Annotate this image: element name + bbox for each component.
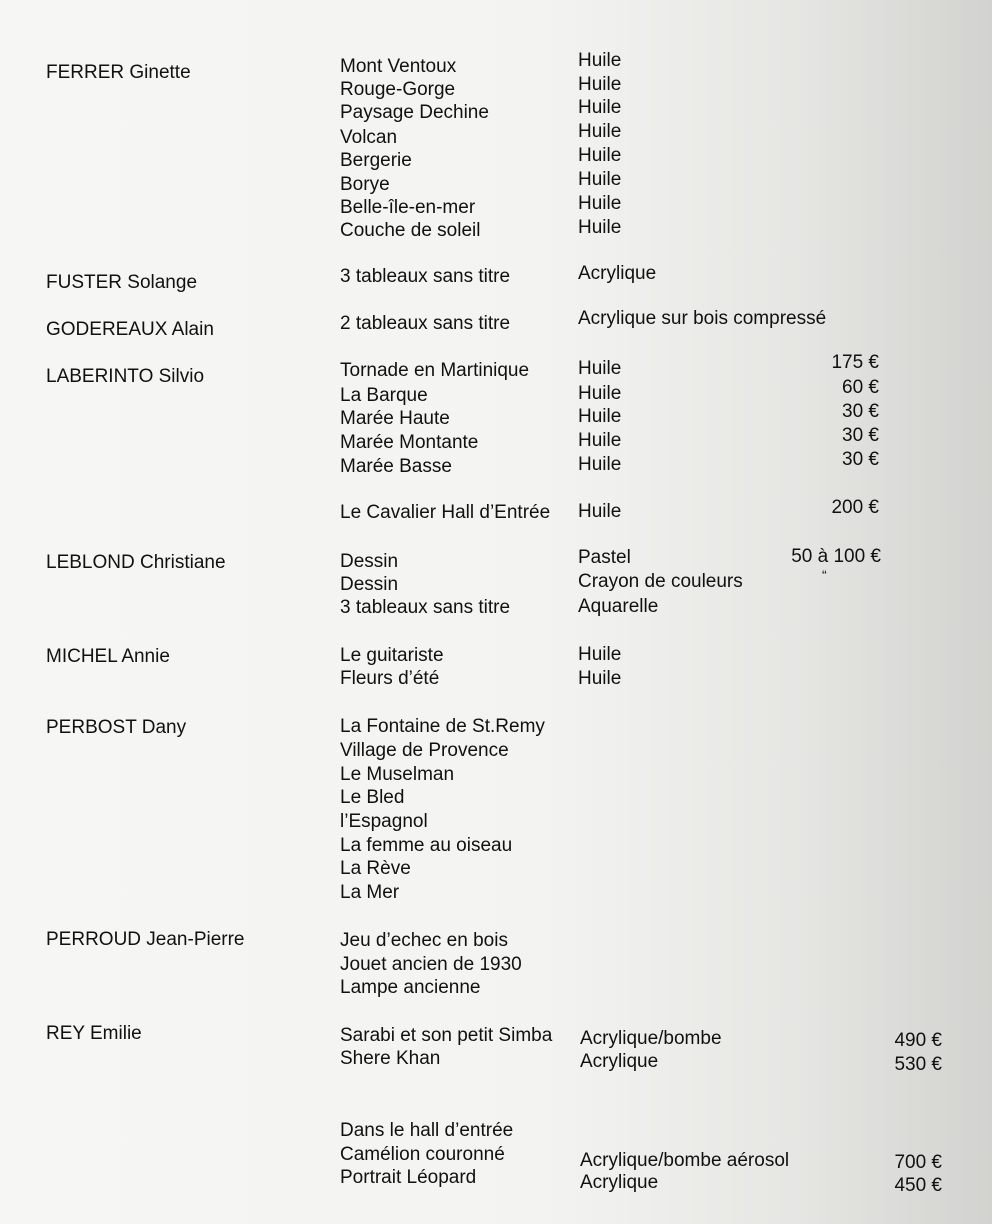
work-price: 30 € [842, 425, 879, 446]
work-title: Le guitariste [340, 645, 444, 666]
work-price: 30 € [842, 449, 879, 470]
work-price: 450 € [894, 1175, 942, 1196]
work-title: Marée Haute [340, 408, 450, 429]
work-medium: Huile [578, 74, 622, 95]
work-medium: Acrylique [578, 263, 657, 284]
artist-name: PERBOST Dany [46, 717, 187, 738]
work-medium: Huile [578, 121, 622, 142]
work-medium: Huile [578, 454, 622, 475]
work-title: Camélion couronné [340, 1144, 505, 1165]
work-medium: Huile [578, 430, 622, 451]
work-medium: Pastel [578, 547, 631, 568]
artist-name: REY Emilie [46, 1023, 142, 1044]
work-title: La Rève [340, 858, 411, 879]
work-title: 3 tableaux sans titre [340, 597, 511, 618]
work-title: Dessin [340, 574, 399, 595]
work-title: Tornade en Martinique [340, 360, 530, 381]
work-price: 50 à 100 € [791, 546, 881, 567]
work-title: Paysage Dechine [340, 102, 489, 123]
ditto-mark: “ [822, 567, 827, 583]
work-title: La Fontaine de St.Remy [340, 716, 545, 737]
work-medium: Huile [578, 644, 622, 665]
work-title: Le Muselman [340, 764, 455, 785]
work-title: Jeu d’echec en bois [340, 930, 508, 951]
work-title: Shere Khan [340, 1048, 441, 1069]
work-medium: Aquarelle [578, 596, 659, 617]
work-title: Lampe ancienne [340, 977, 481, 998]
work-medium: Acrylique sur bois compressé [578, 308, 827, 329]
work-medium: Huile [578, 358, 622, 379]
work-medium: Huile [578, 169, 622, 190]
work-title: Bergerie [340, 150, 412, 171]
work-title: Fleurs d’été [340, 668, 440, 689]
work-title: Marée Montante [340, 432, 479, 453]
artist-name: FERRER Ginette [46, 62, 191, 83]
work-price: 175 € [831, 352, 879, 373]
work-title: Marée Basse [340, 456, 452, 477]
work-title: Village de Provence [340, 740, 509, 761]
work-medium: Huile [578, 217, 622, 238]
work-title: l’Espagnol [340, 811, 428, 832]
artist-name: MICHEL Annie [46, 646, 170, 667]
artist-name: PERROUD Jean-Pierre [46, 929, 245, 950]
work-price: 700 € [894, 1152, 942, 1173]
work-title: Rouge-Gorge [340, 79, 456, 100]
work-title: Sarabi et son petit Simba [340, 1025, 553, 1046]
work-medium: Acrylique/bombe aérosol [580, 1150, 790, 1171]
work-title: Borye [340, 174, 390, 195]
work-price: 60 € [842, 377, 879, 398]
artist-name: LEBLOND Christiane [46, 552, 226, 573]
work-title: La Barque [340, 385, 428, 406]
work-medium: Huile [578, 668, 622, 689]
work-title: Jouet ancien de 1930 [340, 954, 522, 975]
section-label: Dans le hall d’entrée [340, 1120, 514, 1141]
work-medium: Huile [578, 97, 622, 118]
work-medium: Crayon de couleurs [578, 571, 743, 592]
work-title: Portrait Léopard [340, 1167, 477, 1188]
artist-name: GODEREAUX Alain [46, 319, 214, 340]
work-medium: Acrylique [580, 1172, 659, 1193]
work-medium: Acrylique/bombe [580, 1028, 722, 1049]
work-title: 2 tableaux sans titre [340, 313, 511, 334]
work-medium: Acrylique [580, 1051, 659, 1072]
artist-name: FUSTER Solange [46, 272, 198, 293]
work-title: Couche de soleil [340, 220, 481, 241]
work-medium: Huile [578, 145, 622, 166]
work-title: Volcan [340, 127, 398, 148]
work-title: Mont Ventoux [340, 56, 457, 77]
work-medium: Huile [578, 501, 622, 522]
work-price: 30 € [842, 401, 879, 422]
work-price: 490 € [894, 1030, 942, 1051]
work-title: Le Cavalier Hall d’Entrée [340, 502, 551, 523]
work-title: 3 tableaux sans titre [340, 266, 511, 287]
work-price: 530 € [894, 1054, 942, 1075]
work-price: 200 € [831, 497, 879, 518]
work-medium: Huile [578, 383, 622, 404]
artist-name: LABERINTO Silvio [46, 366, 205, 387]
work-title: La femme au oiseau [340, 835, 513, 856]
work-medium: Huile [578, 50, 622, 71]
work-medium: Huile [578, 406, 622, 427]
work-title: Dessin [340, 551, 399, 572]
work-title: La Mer [340, 882, 400, 903]
work-title: Belle-île-en-mer [340, 197, 476, 218]
work-title: Le Bled [340, 787, 405, 808]
work-medium: Huile [578, 193, 622, 214]
